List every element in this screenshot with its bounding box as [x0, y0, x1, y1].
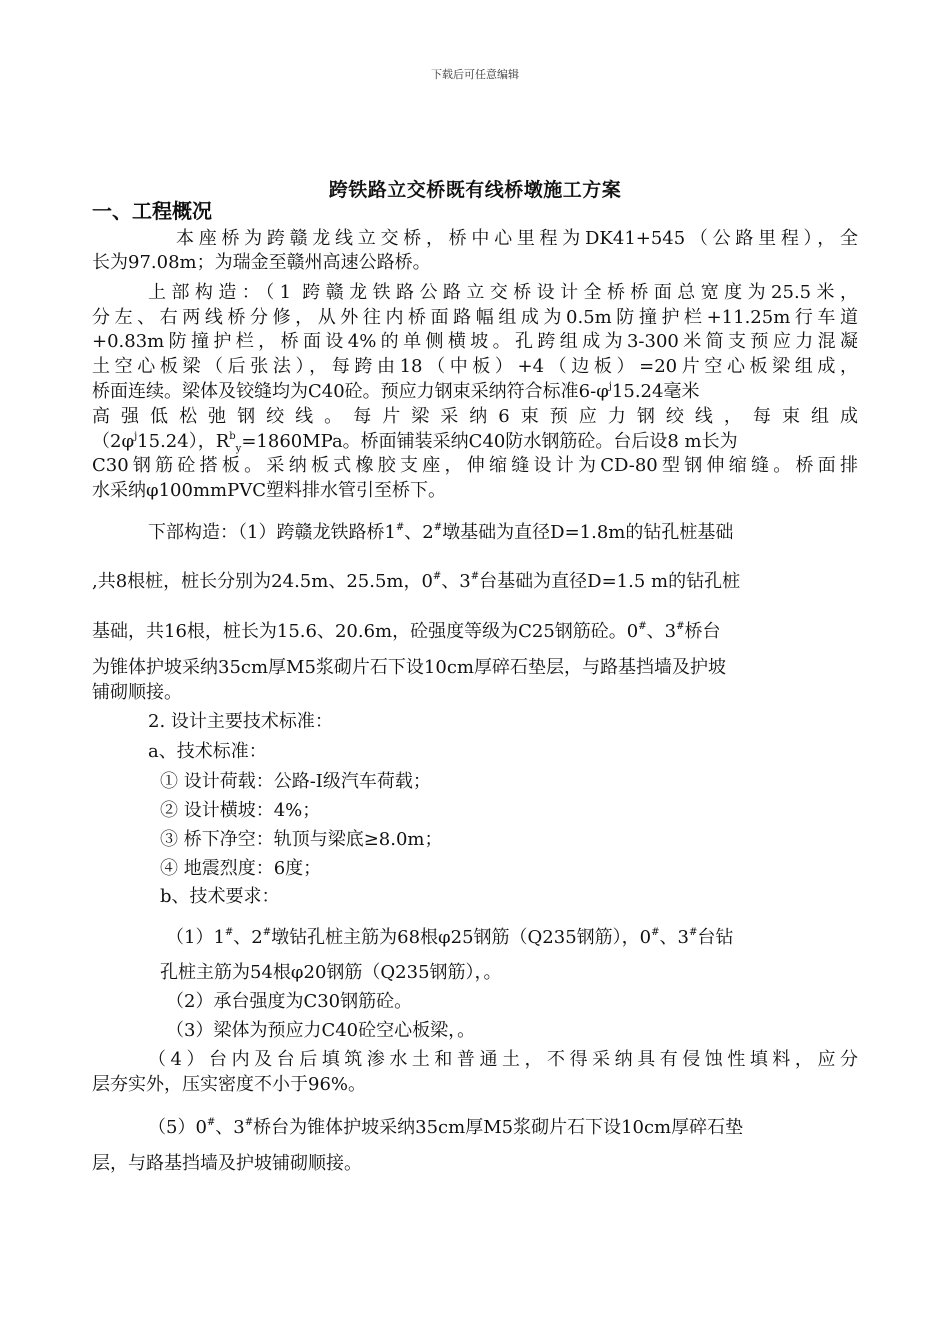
- paragraph-line: 水采纳φ100mmPVC塑料排水管引至桥下。: [92, 480, 446, 501]
- paragraph-line: 为锥体护坡采纳35cm厚M5浆砌片石下设10cm厚碎石垫层，与路基挡墙及护坡: [92, 657, 726, 678]
- list-item: ③ 桥下净空：轨顶与梁底≥8.0m；: [160, 829, 443, 850]
- paragraph-line: C30钢筋砼搭板。采纳板式橡胶支座，伸缩缝设计为CD-80型钢伸缩缝。桥面排: [92, 455, 858, 476]
- list-item: ② 设计横坡：4%；: [160, 800, 321, 821]
- paragraph-line: 桥面连续。梁体及铰缝均为C40砼。预应力钢束采纳符合标准$6-\varphi^j15.24$毫米: [92, 381, 700, 402]
- requirement-item: （3）梁体为预应力C40砼空心板梁，。: [166, 1020, 476, 1041]
- document-title: 跨铁路立交桥既有线桥墩施工方案: [328, 179, 622, 201]
- paragraph-line: 本座桥为跨赣龙线立交桥，桥中心里程为DK41+545（公路里程），全: [176, 228, 858, 249]
- requirements-label: b、技术要求：: [160, 886, 280, 907]
- paragraph-line: 长为97.08m；为瑞金至赣州高速公路桥。: [92, 252, 431, 273]
- requirement-item: 层，与路基挡墙及护坡铺砌顺接。: [92, 1153, 362, 1174]
- requirement-item: 孔桩主筋为54根φ20钢筋（Q235钢筋），。: [160, 962, 502, 983]
- paragraph-line: 铺砌顺接。: [92, 682, 182, 703]
- paragraph-line: 土空心板梁（后张法），每跨由18（中板）+4（边板）=20片空心板梁组成，: [92, 356, 858, 377]
- paragraph-line: 高强低松弛钢绞线。每片梁采纳6束预应力钢绞线，每束组成: [92, 406, 858, 427]
- page-header: 下载后可任意编辑: [431, 68, 519, 81]
- requirement-item: 层夯实外，压实密度不小于96%。: [92, 1074, 367, 1095]
- paragraph-line: +0.83m防撞护栏，桥面设4%的单侧横坡。孔跨组成为3-300米简支预应力混凝: [92, 331, 858, 352]
- list-item: ① 设计荷载：公路-Ⅰ级汽车荷载；: [160, 771, 431, 792]
- requirement-item: （5）0#、3#桥台为锥体护坡采纳35cm厚M5浆砌片石下设10cm厚碎石垫: [148, 1117, 744, 1138]
- paragraph-line: 上部构造：（1 跨赣龙铁路公路立交桥设计全桥桥面总宽度为25.5米，: [148, 282, 858, 303]
- requirement-item: （1）1#、2#墩钻孔桩主筋为68根φ25钢筋（Q235钢筋），0#、3#台钻: [166, 927, 734, 948]
- paragraph-line: $(2\varphi^j15.24)$，$R^b_y=1860MPa$。桥面铺装采纳C40防水钢筋砼。台后设8 m长为: [92, 431, 738, 455]
- list-item: ④ 地震烈度：6度；: [160, 858, 322, 879]
- subsection-heading: 2. 设计主要技术标准：: [148, 711, 333, 732]
- paragraph-line: 分左、右两线桥分修，从外往内桥面路幅组成为0.5m防撞护栏+11.25m行车道: [92, 307, 858, 328]
- requirement-item: （4）台内及台后填筑渗水土和普通土，不得采纳具有侵蚀性填料，应分: [148, 1049, 858, 1070]
- paragraph-line: 基础，共16根，桩长为15.6、20.6m，砼强度等级为C25钢筋砼。0#、3#桥台: [92, 621, 721, 642]
- requirement-item: （2）承台强度为C30钢筋砼。: [166, 991, 413, 1012]
- standards-label: a、技术标准：: [148, 741, 267, 762]
- paragraph-line: ,共8根桩，桩长分别为24.5m、25.5m，0#、3#台基础为直径D=1.5 m的钻孔桩: [92, 571, 741, 592]
- paragraph-line: 下部构造：（1）跨赣龙铁路桥1#、2#墩基础为直径D=1.8m的钻孔桩基础: [148, 522, 734, 543]
- section-heading-overview: 一、工程概况: [92, 199, 212, 223]
